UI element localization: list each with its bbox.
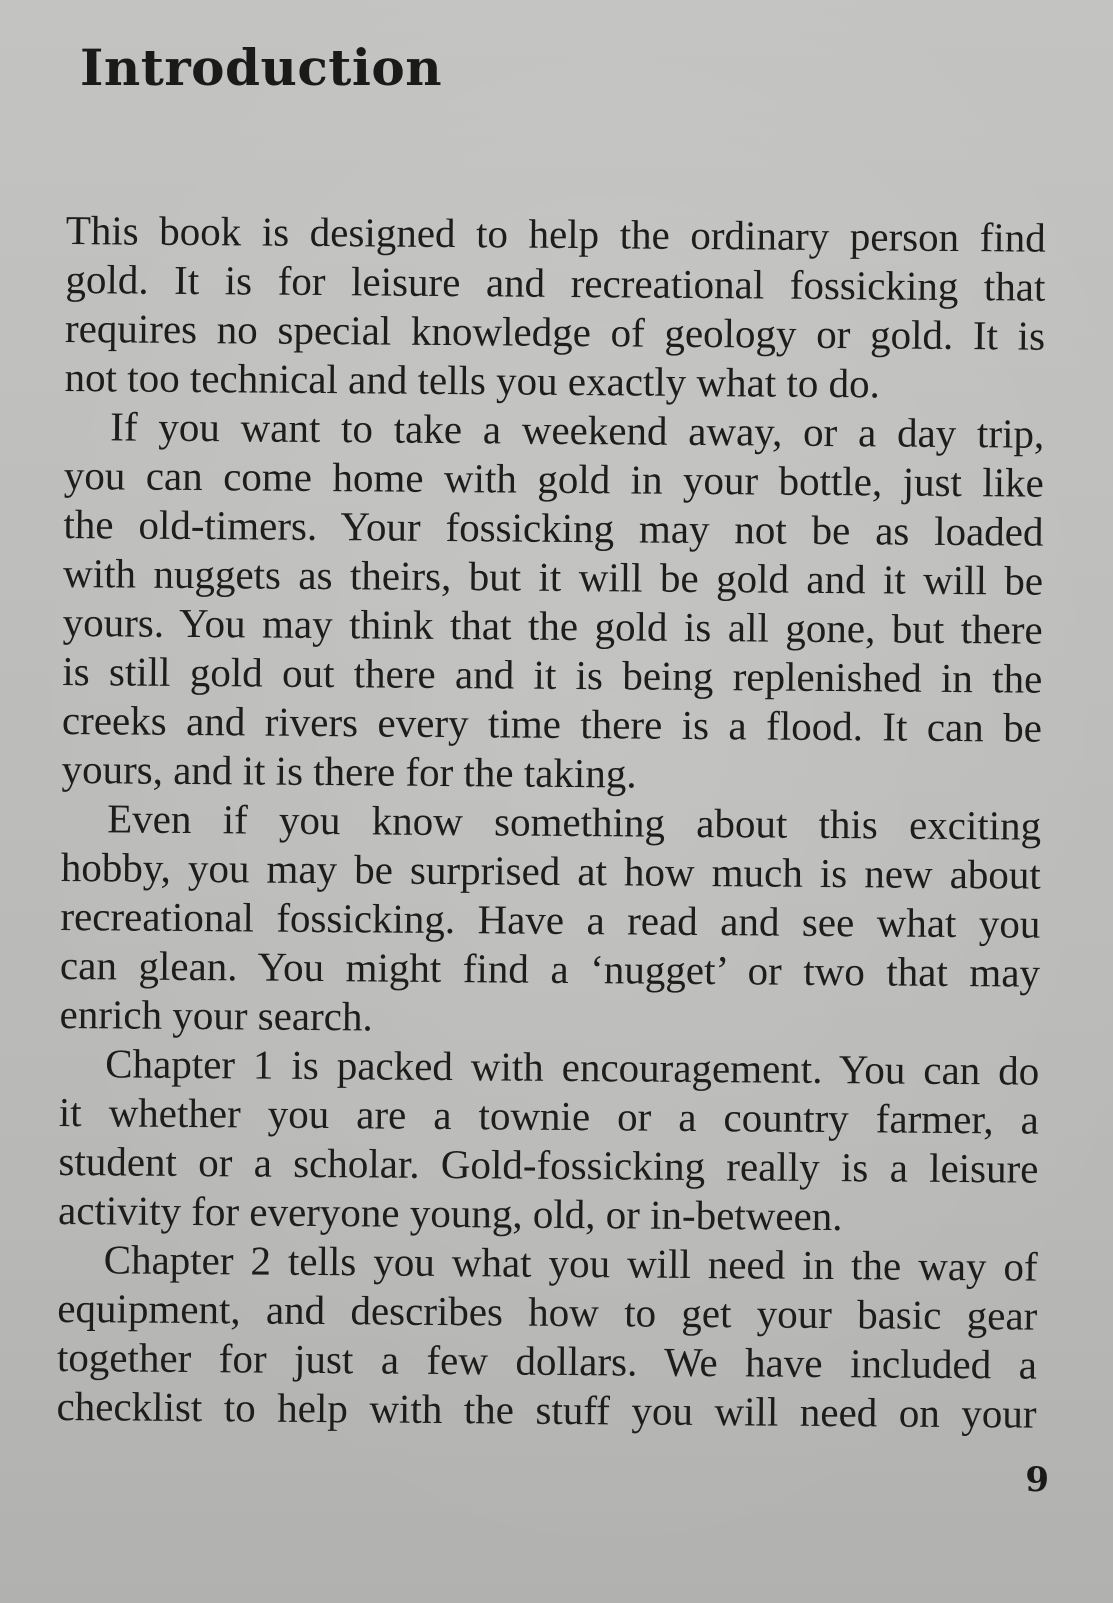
text-line: can glean. You might find a ‘nugget’ or two that may bbox=[59, 941, 1041, 996]
text-line: Chapter 2 tells you what you will need in the way of bbox=[103, 1236, 1038, 1290]
text-line: together for just a few dollars. We have included a bbox=[56, 1333, 1038, 1388]
text-line: Chapter 1 is packed with encouragement. You can do bbox=[105, 1040, 1040, 1094]
text-line: yours, and it is there for the taking. bbox=[61, 745, 637, 797]
text-line: activity for everyone young, old, or in-between. bbox=[57, 1186, 843, 1240]
text-line: Even if you know something about this exciting bbox=[107, 795, 1042, 849]
text-line: yours. You may think that the gold is all gone, but there bbox=[62, 598, 1043, 653]
text-line: creeks and rivers every time there is a flood. It can be bbox=[61, 696, 1043, 751]
text-line: checklist to help with the stuff you will need on your bbox=[56, 1382, 1037, 1437]
text-line: is still gold out there and it is being replenished in the bbox=[62, 647, 1043, 702]
text-line: the old-timers. Your fossicking may not be as loaded bbox=[63, 500, 1044, 555]
text-line: This book is designed to help the ordinary person find bbox=[65, 206, 1046, 261]
text-line: you can come home with gold in your bottle, just like bbox=[63, 451, 1045, 506]
body-text bbox=[56, 206, 1046, 1439]
text-line: recreational fossicking. Have a read and see what you bbox=[60, 892, 1041, 947]
page-number: 9 bbox=[1025, 1460, 1049, 1500]
text-line: hobby, you may be surprised at how much is new about bbox=[60, 843, 1041, 898]
text-line: If you want to take a weekend away, or a day trip, bbox=[110, 403, 1045, 457]
text-line: equipment, and describes how to get your basic gear bbox=[57, 1284, 1038, 1339]
text-line: requires no special knowledge of geology or gold. It is bbox=[64, 304, 1046, 359]
text-line: with nuggets as theirs, but it will be gold and it will be bbox=[62, 549, 1044, 604]
chapter-heading: Introduction bbox=[80, 38, 443, 97]
text-line: student or a scholar. Gold-fossicking really is a leisure bbox=[58, 1137, 1039, 1192]
text-line: gold. It is for leisure and recreational fossicking that bbox=[65, 255, 1046, 310]
text-line: it whether you are a townie or a country farmer, a bbox=[58, 1088, 1040, 1143]
text-line: not too technical and tells you exactly what to do. bbox=[64, 353, 881, 407]
text-line: enrich your search. bbox=[59, 990, 373, 1040]
